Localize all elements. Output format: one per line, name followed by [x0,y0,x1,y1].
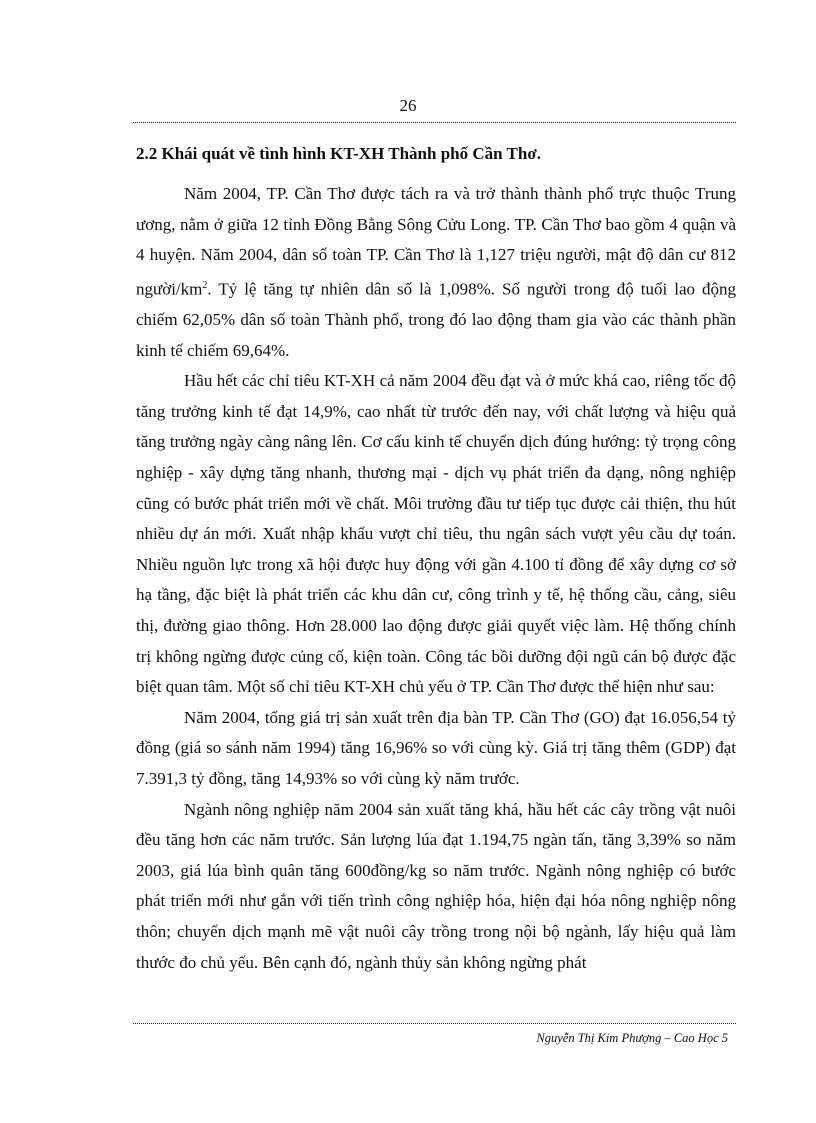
paragraph-4: Ngành nông nghiệp năm 2004 sản xuất tăng khá, hầu hết các cây trồng vật nuôi đều tăng hơn các năm trước. Sản lượng lúa đạt 1.194,75 ngàn tấn, tăng 3,39% so năm 2003, giá lúa bình quân tăng 600đồng/kg so năm trước. Ngành nông nghiệp có bước phát triển mới như gắn với tiến trình công nghiệp hóa, hiện đại hóa nông nghiệp nông thôn; chuyển dịch mạnh mẽ vật nuôi cây trồng trong nội bộ ngành, lấy hiệu quả làm thước đo chủ yếu. Bên cạnh đó, ngành thủy sản không ngừng phát [136,799,736,972]
paragraph-1-text: Năm 2004, TP. Cần Thơ được tách ra và trở thành thành phố trực thuộc Trung ương, nằm ở giữa 12 tỉnh Đồng Bằng Sông Cửu Long. TP. Cần Thơ bao gồm 4 quận và 4 huyện. Năm 2004, dân số toàn TP. Cần Thơ là 1,127 triệu người, mật độ dân cư 812 người/km [136,184,736,299]
paragraph-1 [136,179,736,366]
header-divider [133,122,736,123]
paragraph-3: Năm 2004, tổng giá trị sản xuất trên địa bàn TP. Cần Thơ (GO) đạt 16.056,54 tỷ đồng (giá so sánh năm 1994) tăng 16,96% so với cùng kỳ. Giá trị tăng thêm (GDP) đạt 7.391,3 tỷ đồng, tăng 14,93% so với cùng kỳ năm trước. [136,707,736,788]
paragraph-1-text-cont: . Tỷ lệ tăng tự nhiên dân số là 1,098%. Số người trong độ tuổi lao động chiếm 62,05% dân số toàn Thành phố, trong đó lao động tham gia vào các thành phần kinh tế chiếm 69,64%. [136,279,736,360]
page-number: 26 [399,96,417,115]
footer-author: Nguyễn Thị Kim Phượng – Cao Học 5 [536,1031,728,1045]
superscript: 2 [202,279,208,291]
page-body [136,143,736,978]
paragraph-2: Hầu hết các chỉ tiêu KT-XH cả năm 2004 đều đạt và ở mức khá cao, riêng tốc độ tăng trưởng kinh tế đạt 14,9%, cao nhất từ trước đến nay, với chất lượng và hiệu quả tăng trưởng ngày càng nâng lên. Cơ cấu kinh tế chuyển dịch đúng hướng: tỷ trọng công nghiệp - xây dựng tăng nhanh, thương mại - dịch vụ phát triển đa dạng, nông nghiệp cũng có bước phát triển mới về chất. Môi trường đầu tư tiếp tục được cải thiện, thu hút nhiều dự án mới. Xuất nhập khẩu vượt chỉ tiêu, thu ngân sách vượt yêu cầu dự toán. Nhiều nguồn lực trong xã hội được huy động với gần 4.100 tỉ đồng để xây dựng cơ sở hạ tầng, đặc biệt là phát triển các khu dân cư, công trình y tế, hệ thống cầu, cảng, siêu thị, đường giao thông. Hơn 28.000 lao động được giải quyết việc làm. Hệ thống chính trị không ngừng được củng cố, kiện toàn. Công tác bồi dưỡng đội ngũ cán bộ được đặc biệt quan tâm. Một số chỉ tiêu KT-XH chủ yếu ở TP. Cần Thơ được thể hiện như sau: [136,371,736,697]
section-heading: 2.2 Khái quát về tình hình KT-XH Thành phố Cần Thơ. [136,144,541,163]
footer-divider [133,1023,736,1024]
